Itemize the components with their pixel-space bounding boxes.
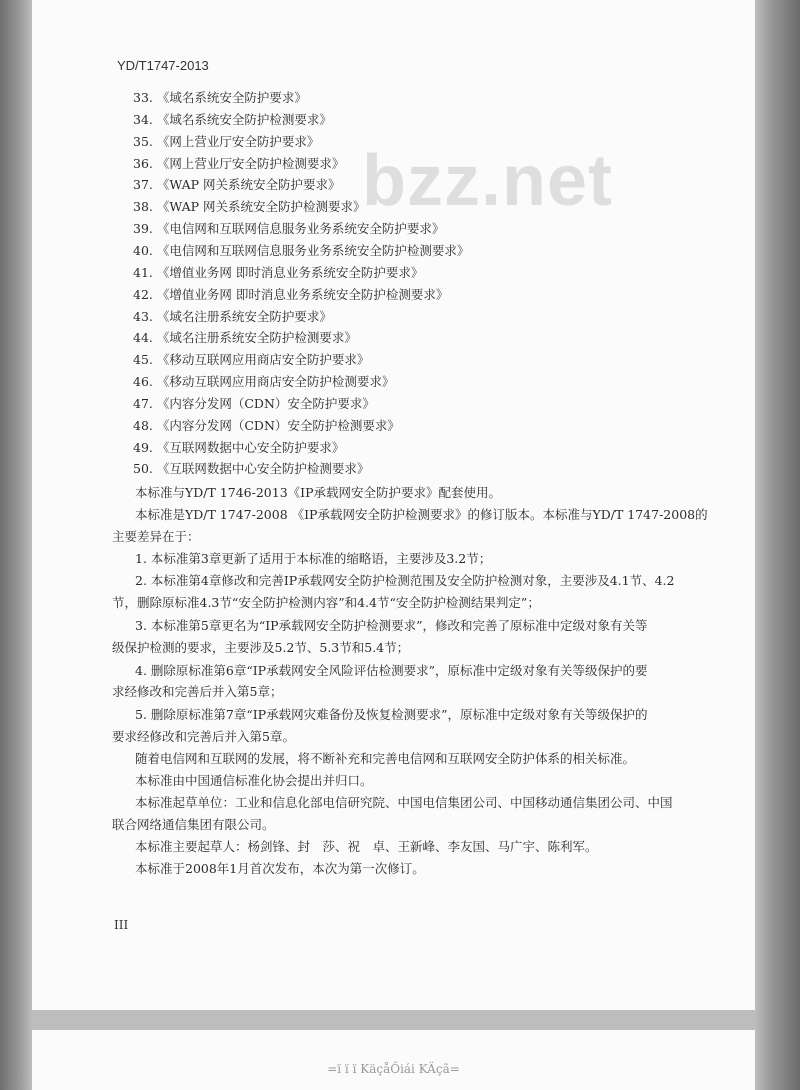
list-item: 48. 《内容分发网（CDN）安全防护检测要求》 [133, 417, 400, 433]
body-line: 要求经修改和完善后并入第5章。 [112, 729, 295, 744]
list-item: 35. 《网上营业厅安全防护要求》 [133, 133, 320, 149]
body-line: 本标准于2008年1月首次发布，本次为第一次修订。 [135, 861, 425, 876]
body-line: 4. 删除原标准第6章“IP承载网安全风险评估检测要求”，原标准中定级对象有关等级保护的要 [135, 663, 648, 678]
list-item: 50. 《互联网数据中心安全防护检测要求》 [133, 461, 370, 477]
body-line: 联合网络通信集团有限公司。 [112, 817, 275, 832]
watermark: bzz.net [362, 141, 613, 221]
document-page [32, 0, 755, 1010]
footer-text: =ï ï ï KäçåŐiái KÄçã= [327, 1062, 460, 1076]
page-number: III [114, 918, 129, 932]
list-item: 43. 《域名注册系统安全防护要求》 [133, 308, 332, 324]
body-line: 5. 删除原标准第7章“IP承载网灾难备份及恢复检测要求”，原标准中定级对象有关等级保护的 [135, 707, 648, 722]
list-item: 38. 《WAP 网关系统安全防护检测要求》 [133, 199, 366, 215]
list-item: 45. 《移动互联网应用商店安全防护要求》 [133, 352, 370, 368]
list-item: 49. 《互联网数据中心安全防护要求》 [133, 439, 345, 455]
body-line: 节，删除原标准4.3节“安全防护检测内容”和4.4节“安全防护检测结果判定”； [112, 595, 540, 610]
list-item: 40. 《电信网和互联网信息服务业务系统安全防护检测要求》 [133, 242, 470, 258]
body-line: 求经修改和完善后并入第5章； [112, 684, 283, 699]
body-line: 随着电信网和互联网的发展，将不断补充和完善电信网和互联网安全防护体系的相关标准。 [135, 751, 636, 766]
body-line: 主要差异在于： [112, 529, 200, 544]
next-page [32, 1030, 755, 1090]
list-item: 34. 《域名系统安全防护检测要求》 [133, 111, 332, 127]
body-line: 本标准主要起草人：杨剑锋、封 莎、祝 卓、王新峰、李友国、马广宇、陈利军。 [135, 839, 598, 854]
body-line: 2. 本标准第4章修改和完善IP承载网安全防护检测范围及安全防护检测对象，主要涉及4.1节、4.2 [135, 573, 675, 588]
list-item: 39. 《电信网和互联网信息服务业务系统安全防护要求》 [133, 221, 445, 237]
body-line: 1. 本标准第3章更新了适用于本标准的缩略语，主要涉及3.2节； [135, 551, 492, 566]
body-line: 3. 本标准第5章更名为“IP承载网安全防护检测要求”，修改和完善了原标准中定级对象有关等 [135, 618, 648, 633]
list-item: 37. 《WAP 网关系统安全防护要求》 [133, 177, 341, 193]
body-line: 级保护检测的要求，主要涉及5.2节、5.3节和5.4节； [112, 640, 410, 655]
document-header: YD/T1747-2013 [117, 58, 209, 73]
list-item: 42. 《增值业务网 即时消息业务系统安全防护检测要求》 [133, 286, 449, 302]
list-item: 47. 《内容分发网（CDN）安全防护要求》 [133, 395, 375, 411]
body-line: 本标准起草单位：工业和信息化部电信研究院、中国电信集团公司、中国移动通信集团公司、中国 [135, 795, 673, 810]
body-line: 本标准是YD/T 1747-2008 《IP承载网安全防护检测要求》的修订版本。本标准与YD/T 1747-2008的 [135, 507, 708, 522]
list-item: 46. 《移动互联网应用商店安全防护检测要求》 [133, 374, 395, 390]
body-line: 本标准由中国通信标准化协会提出并归口。 [135, 773, 373, 788]
list-item: 33. 《域名系统安全防护要求》 [133, 90, 307, 105]
list-item: 41. 《增值业务网 即时消息业务系统安全防护要求》 [133, 264, 424, 280]
list-item: 44. 《域名注册系统安全防护检测要求》 [133, 330, 357, 346]
body-line: 本标准与YD/T 1746-2013《IP承载网安全防护要求》配套使用。 [135, 485, 501, 500]
list-item: 36. 《网上营业厅安全防护检测要求》 [133, 155, 345, 171]
